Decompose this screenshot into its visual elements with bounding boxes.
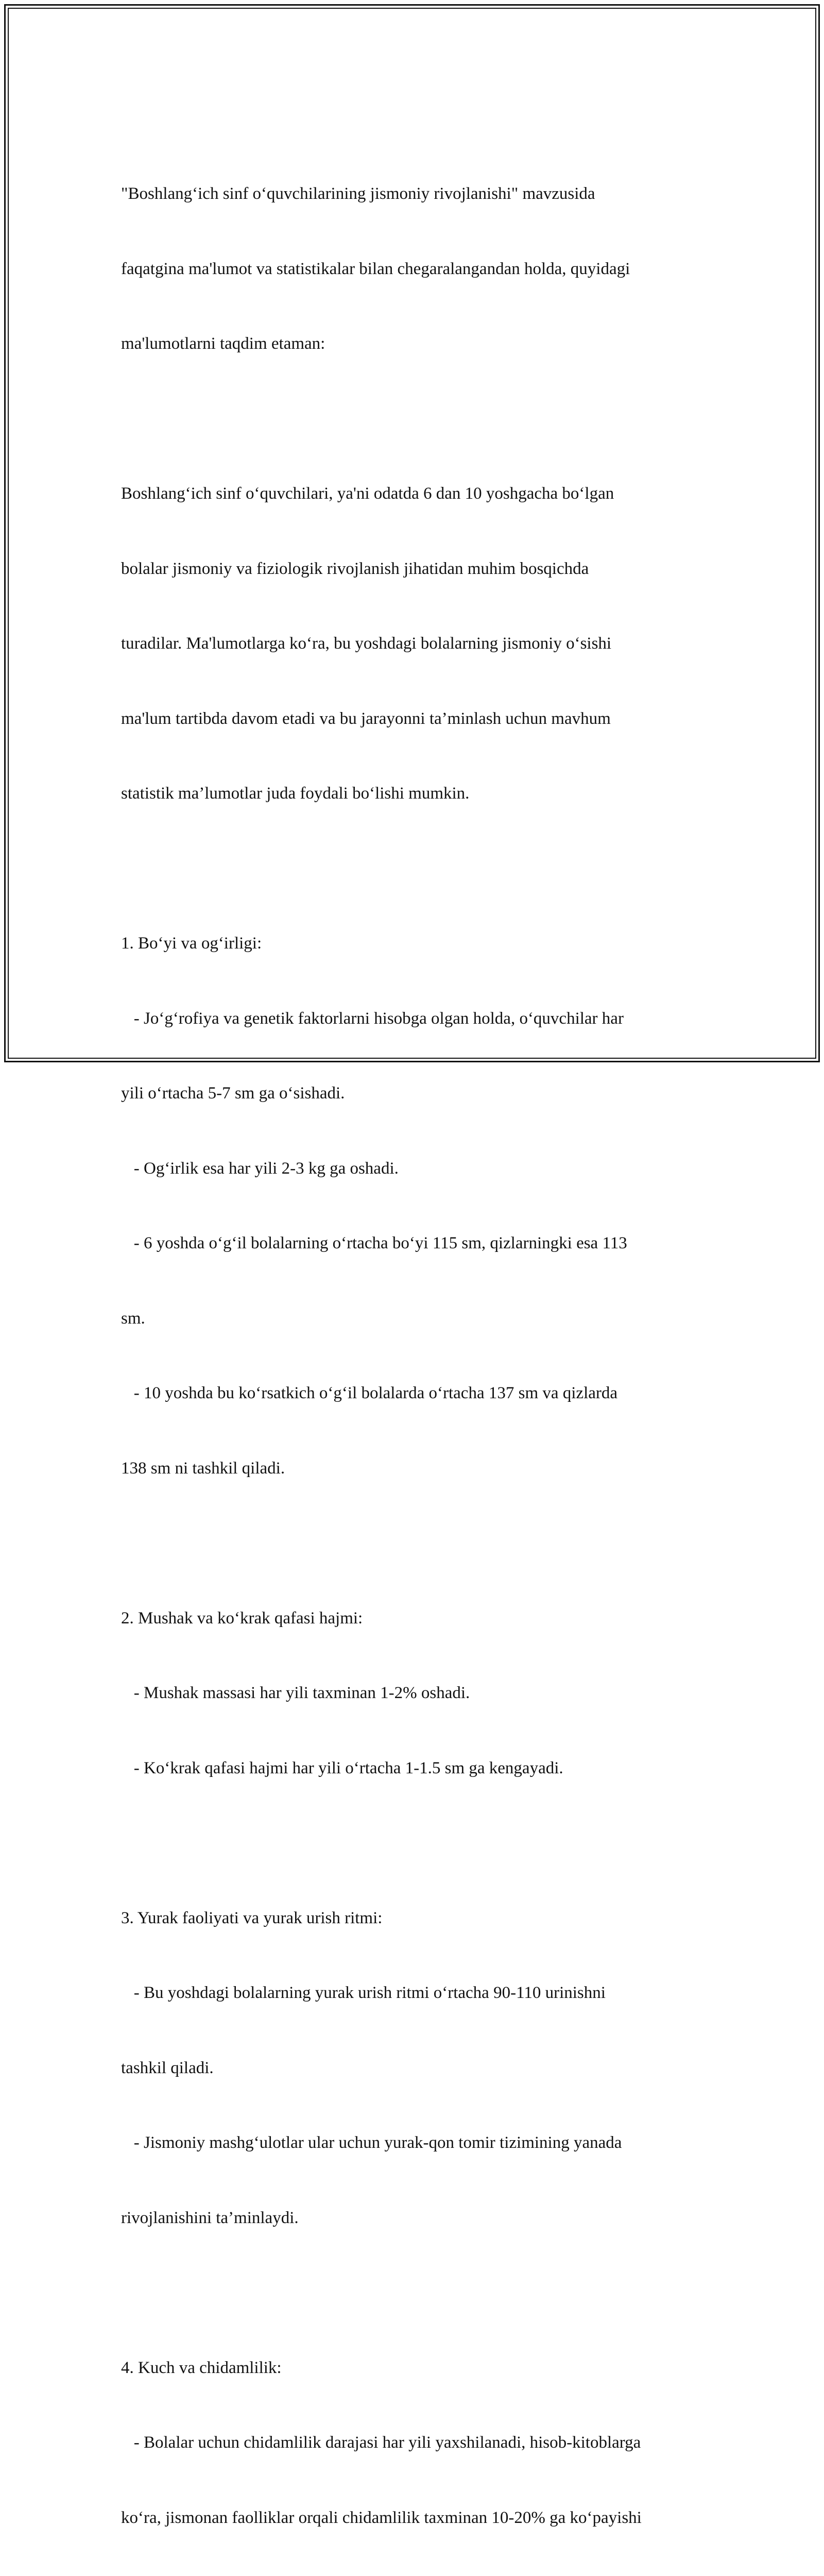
- list-item-line: tashkil qiladi.: [121, 2056, 703, 2081]
- text-line: statistik ma’lumotlar juda foydali bo‘lishi mumkin.: [121, 781, 703, 806]
- list-item-line: - Mushak massasi har yili taxminan 1-2% oshadi.: [121, 1681, 703, 1706]
- document-body: [121, 131, 703, 2576]
- section-strength: [121, 2306, 703, 2576]
- list-item-line: - Jo‘g‘rofiya va genetik faktorlarni hisobga olgan holda, o‘quvchilar har: [121, 1006, 703, 1031]
- list-item-line: - Og‘irlik esa har yili 2-3 kg ga oshadi.: [121, 1156, 703, 1181]
- list-item-line: - Bolalar uchun chidamlilik darajasi har yili yaxshilanadi, hisob-kitoblarga: [121, 2430, 703, 2455]
- list-item-line: sm.: [121, 1306, 703, 1331]
- paragraph-overview: [121, 431, 703, 856]
- list-item-line: rivojlanishini ta’minlaydi.: [121, 2206, 703, 2231]
- list-item-line: 138 sm ni tashkil qiladi.: [121, 1456, 703, 1481]
- section-heading: 1. Bo‘yi va og‘irligi:: [121, 931, 703, 956]
- list-item-line: - Bu yoshdagi bolalarning yurak urish ritmi o‘rtacha 90-110 urinishni: [121, 1980, 703, 2006]
- list-item-line: - Ko‘krak qafasi hajmi har yili o‘rtacha 1-1.5 sm ga kengayadi.: [121, 1756, 703, 1781]
- section-heading: 4. Kuch va chidamlilik:: [121, 2355, 703, 2381]
- list-item-line: - 10 yoshda bu ko‘rsatkich o‘g‘il bolalarda o‘rtacha 137 sm va qizlarda: [121, 1381, 703, 1406]
- text-line: faqatgina ma'lumot va statistikalar bilan chegaralangandan holda, quyidagi: [121, 257, 703, 282]
- text-line: turadilar. Ma'lumotlarga ko‘ra, bu yoshdagi bolalarning jismoniy o‘sishi: [121, 631, 703, 656]
- list-item-line: yili o‘rtacha 5-7 sm ga o‘sishadi.: [121, 1081, 703, 1106]
- list-item-line: ko‘ra, jismonan faolliklar orqali chidamlilik taxminan 10-20% ga ko‘payishi: [121, 2505, 703, 2531]
- text-line: ma'lum tartibda davom etadi va bu jarayonni ta’minlash uchun mavhum: [121, 706, 703, 732]
- list-item-line: - 6 yoshda o‘g‘il bolalarning o‘rtacha bo‘yi 115 sm, qizlarningki esa 113: [121, 1231, 703, 1256]
- text-line: bolalar jismoniy va fiziologik rivojlanish jihatidan muhim bosqichda: [121, 556, 703, 582]
- text-line: "Boshlang‘ich sinf o‘quvchilarining jismoniy rivojlanishi" mavzusida: [121, 181, 703, 207]
- section-muscle-chest: [121, 1556, 703, 1831]
- section-heading: 3. Yurak faoliyati va yurak urish ritmi:: [121, 1906, 703, 1931]
- text-line: ma'lumotlarni taqdim etaman:: [121, 331, 703, 357]
- list-item-line: - Jismoniy mashg‘ulotlar ular uchun yurak-qon tomir tizimining yanada: [121, 2130, 703, 2156]
- section-heading: 2. Mushak va ko‘krak qafasi hajmi:: [121, 1606, 703, 1631]
- section-height-weight: [121, 881, 703, 1531]
- text-line: Boshlang‘ich sinf o‘quvchilari, ya'ni odatda 6 dan 10 yoshgacha bo‘lgan: [121, 481, 703, 506]
- section-heart: [121, 1856, 703, 2281]
- paragraph-intro: [121, 131, 703, 406]
